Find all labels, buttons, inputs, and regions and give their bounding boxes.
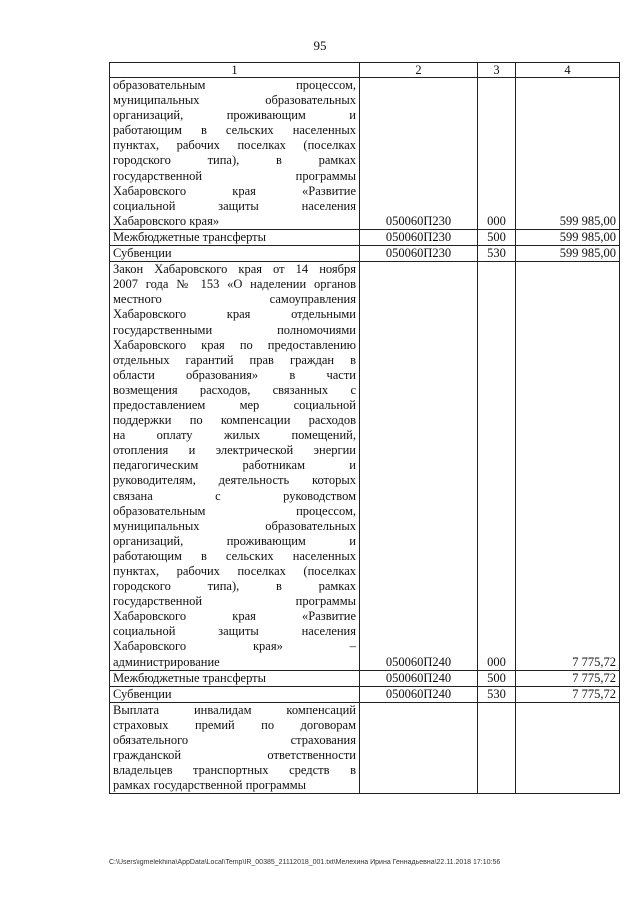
description-line: отдельных гарантий прав граждан в	[113, 352, 356, 367]
description-line: поддержки по компенсации расходов	[113, 413, 356, 428]
row-vr	[478, 702, 516, 794]
description-line: Хабаровского края» –	[113, 639, 356, 654]
description-line: организаций, проживающим и	[113, 533, 356, 548]
description-line: руководителям, деятельность которых	[113, 473, 356, 488]
description-line: организаций, проживающим и	[113, 108, 356, 123]
row-code: 050060П230	[360, 246, 478, 262]
description-line: владельцев транспортных средств в	[113, 763, 356, 778]
description-line: Межбюджетные трансферты	[113, 670, 267, 685]
row-description	[110, 229, 360, 245]
table-row	[110, 686, 620, 702]
description-line: педагогическим работникам и	[113, 458, 356, 473]
description-line: муниципальных образовательных	[113, 518, 356, 533]
table-row	[110, 78, 620, 230]
description-line: Субвенции	[113, 686, 172, 701]
description-line: Межбюджетные трансферты	[113, 229, 267, 244]
description-line: Хабаровского края «Развитие	[113, 609, 356, 624]
row-code	[360, 702, 478, 794]
header-cell: 4	[516, 63, 620, 78]
page-number: 95	[313, 38, 327, 53]
header-cell: 3	[478, 63, 516, 78]
table-row	[110, 246, 620, 262]
row-sum: 599 985,00	[516, 78, 620, 230]
table-row	[110, 262, 620, 671]
description-line: социальной защиты населения	[113, 624, 356, 639]
description-line: Хабаровского края отдельными	[113, 307, 356, 322]
row-code: 050060П240	[360, 670, 478, 686]
row-vr: 000	[478, 78, 516, 230]
description-line: Закон Хабаровского края от 14 ноября	[113, 262, 356, 277]
description-line: государственными полномочиями	[113, 322, 356, 337]
budget-table	[109, 62, 620, 794]
description-line: 2007 года № 153 «О наделении органов	[113, 277, 356, 292]
row-vr: 000	[478, 262, 516, 671]
description-line: Хабаровского края «Развитие	[113, 183, 356, 198]
row-description	[110, 702, 360, 794]
row-description	[110, 262, 360, 671]
description-line: Субвенции	[113, 246, 172, 261]
description-line: гражданской ответственности	[113, 748, 356, 763]
description-line: предоставлением мер социальной	[113, 397, 356, 412]
description-line: рамках государственной программы	[113, 778, 307, 793]
row-vr: 500	[478, 670, 516, 686]
description-line: Хабаровского края»	[113, 213, 220, 228]
description-line: связана с руководством	[113, 488, 356, 503]
row-code: 050060П230	[360, 229, 478, 245]
table-header-row	[110, 63, 620, 78]
description-line: пунктах, рабочих поселках (поселках	[113, 138, 356, 153]
description-line: работающим в сельских населенных	[113, 123, 356, 138]
row-vr: 530	[478, 686, 516, 702]
description-line: возмещения расходов, связанных с	[113, 382, 356, 397]
row-sum	[516, 702, 620, 794]
row-description	[110, 246, 360, 262]
header-cell: 1	[110, 63, 360, 78]
description-line: образовательным процессом,	[113, 78, 356, 92]
description-line: Хабаровского края по предоставлению	[113, 337, 356, 352]
description-line: государственной программы	[113, 594, 356, 609]
description-line: администрирование	[113, 654, 220, 669]
row-sum: 7 775,72	[516, 686, 620, 702]
row-sum: 7 775,72	[516, 262, 620, 671]
row-code: 050060П240	[360, 262, 478, 671]
description-line: области образования» в части	[113, 367, 356, 382]
description-line: обязательного страхования	[113, 733, 356, 748]
row-description	[110, 686, 360, 702]
description-line: работающим в сельских населенных	[113, 548, 356, 563]
file-path-footer: C:\Users\igmelekhina\AppData\Local\Temp\IR_00385_21112018_001.txt\Мелехина Ирина Геннадьевна\22.11.2018 17:10:56	[109, 859, 501, 866]
row-vr: 500	[478, 229, 516, 245]
header-cell: 2	[360, 63, 478, 78]
description-line: пунктах, рабочих поселках (поселках	[113, 564, 356, 578]
description-line: городского типа), в рамках	[113, 579, 356, 594]
description-line: образовательным процессом,	[113, 503, 356, 518]
row-description	[110, 78, 360, 230]
description-line: муниципальных образовательных	[113, 93, 356, 108]
description-line: социальной защиты населения	[113, 198, 356, 213]
table-row	[110, 670, 620, 686]
description-line: местного самоуправления	[113, 292, 356, 307]
description-line: Выплата инвалидам компенсаций	[113, 702, 356, 717]
description-line: на оплату жилых помещений,	[113, 428, 356, 443]
table-row	[110, 229, 620, 245]
row-vr: 530	[478, 246, 516, 262]
row-description	[110, 670, 360, 686]
row-code: 050060П240	[360, 686, 478, 702]
row-sum: 599 985,00	[516, 229, 620, 245]
row-sum: 599 985,00	[516, 246, 620, 262]
description-line: государственной программы	[113, 168, 356, 183]
description-line: городского типа), в рамках	[113, 153, 356, 168]
row-code: 050060П230	[360, 78, 478, 230]
description-line: отопления и электрической энергии	[113, 443, 356, 458]
table-row	[110, 702, 620, 794]
description-line: страховых премий по договорам	[113, 717, 356, 732]
row-sum: 7 775,72	[516, 670, 620, 686]
